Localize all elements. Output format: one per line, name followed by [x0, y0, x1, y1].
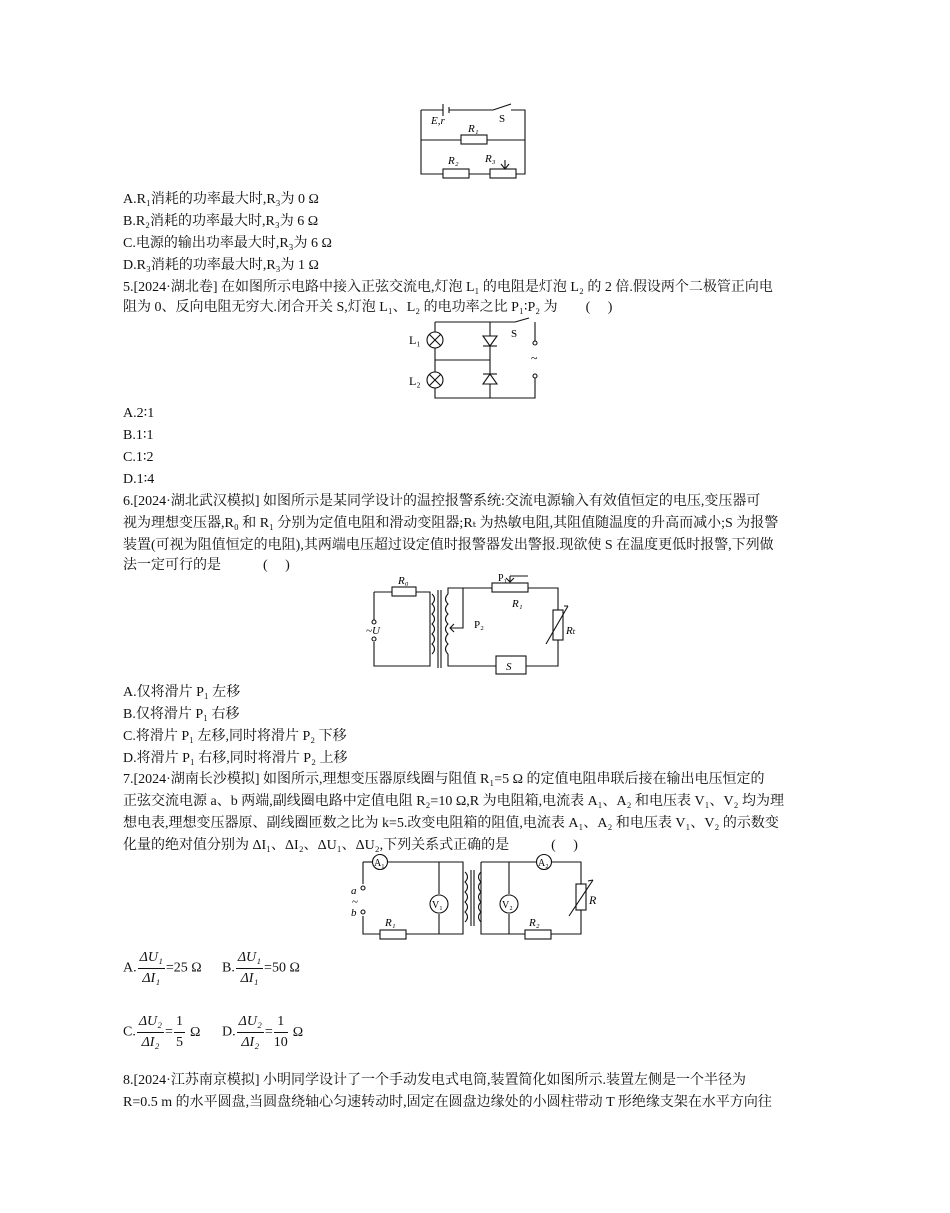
- q5-label-l1: L₁: [409, 333, 421, 347]
- q6-label-p1: P₁: [498, 573, 508, 584]
- q6-stem-line-4: 法一定可行的是 ( ): [123, 558, 290, 573]
- q7-option-a-num: ΔU₁: [138, 948, 165, 969]
- q4-label-switch: S: [499, 113, 506, 125]
- q6-label-r1: R₁: [512, 598, 523, 610]
- q6-option-b: B.仅将滑片 P₁ 右移: [123, 707, 240, 722]
- q7-option-a-den: ΔI₁: [142, 971, 161, 986]
- q7-option-a: [123, 948, 202, 989]
- q6-stem-line-2: 视为理想变压器,R₀ 和 R₁ 分别为定值电阻和滑动变阻器;Rₜ 为热敏电阻,其阻值随温度的升高而减小;S 为报警: [123, 516, 779, 531]
- q5-option-c: C.1∶2: [123, 450, 154, 465]
- q6-stem-line-1: 6.[2024·湖北武汉模拟] 如图所示是某同学设计的温控报警系统:交流电源输入有效值恒定的电压,变压器可: [123, 494, 761, 509]
- q7-circuit-figure: [345, 854, 610, 940]
- q7-label-ac: ~: [352, 896, 358, 908]
- q7-option-b-num: ΔU₁: [236, 948, 263, 969]
- q7-option-c: [123, 1012, 200, 1053]
- q7-label-v2: V₂: [502, 900, 513, 911]
- q4-circuit-figure: [415, 100, 535, 180]
- q5-option-d: D.1∶4: [123, 472, 155, 487]
- q6-label-rt: Rₜ: [566, 625, 576, 637]
- q7-label-a2: A₂: [538, 858, 549, 869]
- q7-option-c-num: ΔU₂: [137, 1012, 164, 1033]
- q4-option-b: B.R₂消耗的功率最大时,R₃为 6 Ω: [123, 214, 319, 229]
- q5-label-l2: L₂: [409, 374, 421, 388]
- q4-option-c: C.电源的输出功率最大时,R₃为 6 Ω: [123, 236, 332, 251]
- q7-stem-line-1: 7.[2024·湖南长沙模拟] 如图所示,理想变压器原线圈与阻值 R₁=5 Ω 的定值电阻串联后接在输出电压恒定的: [123, 772, 765, 787]
- q5-circuit-figure: [405, 318, 555, 402]
- q5-stem-line-1: 5.[2024·湖北卷] 在如图所示电路中接入正弦交流电,灯泡 L₁ 的电阻是灯泡 L₂ 的 2 倍.假设两个二极管正向电: [123, 280, 773, 295]
- q8-stem-line-2: R=0.5 m 的水平圆盘,当圆盘绕轴心匀速转动时,固定在圆盘边缘处的小圆柱带动 T 形绝缘支架在水平方向往: [123, 1095, 772, 1110]
- q7-option-b-value: =50 Ω: [264, 960, 300, 976]
- q5-option-b: B.1∶1: [123, 428, 154, 443]
- q7-option-d-unit: Ω: [292, 1024, 304, 1040]
- q4-option-d: D.R₃消耗的功率最大时,R₃为 1 Ω: [123, 258, 319, 273]
- q6-option-a: A.仅将滑片 P₁ 左移: [123, 685, 241, 700]
- q7-option-a-value: =25 Ω: [165, 960, 202, 976]
- q7-option-b-prefix: B.: [222, 960, 235, 976]
- q6-option-d: D.将滑片 P₁ 右移,同时将滑片 P₂ 上移: [123, 751, 348, 766]
- q7-option-d-vden: 10: [273, 1035, 288, 1050]
- q6-option-c: C.将滑片 P₁ 左移,同时将滑片 P₂ 下移: [123, 729, 347, 744]
- q7-stem-line-4: 化量的绝对值分别为 ΔI₁、ΔI₂、ΔU₁、ΔU₂,下列关系式正确的是 ( ): [123, 838, 578, 853]
- q4-label-r1: R₁: [468, 123, 479, 135]
- q7-label-a1: A₁: [374, 858, 385, 869]
- q7-option-d-vnum: 1: [274, 1012, 288, 1033]
- q7-option-b: [222, 948, 300, 989]
- q6-label-r0: R₀: [398, 575, 409, 587]
- q7-option-d-eq: =: [264, 1024, 273, 1040]
- q6-circuit-figure: [366, 573, 588, 678]
- q6-label-u: ~U: [366, 625, 380, 637]
- q7-option-a-prefix: A.: [123, 960, 137, 976]
- q7-option-c-eq: =: [165, 1024, 173, 1040]
- q5-label-ac: ~: [531, 351, 538, 365]
- q6-stem-line-3: 装置(可视为阻值恒定的电阻),其两端电压超过设定值时报警器发出警报.现欲使 S 在温度更低时报警,下列做: [123, 538, 774, 553]
- q7-option-d-num: ΔU₂: [237, 1012, 264, 1033]
- q7-label-r2: R₂: [529, 917, 540, 929]
- q7-label-b: b: [351, 907, 357, 919]
- q4-label-r3: R₃: [485, 153, 496, 165]
- q7-option-b-den: ΔI₁: [240, 971, 259, 986]
- q4-label-r2: R₂: [448, 155, 459, 167]
- q7-stem-line-3: 想电表,理想变压器原、副线圈匝数之比为 k=5.改变电阻箱的阻值,电流表 A₁、A₂ 和电压表 V₁、V₂ 的示数变: [123, 816, 779, 831]
- q4-option-a: A.R₁消耗的功率最大时,R₃为 0 Ω: [123, 192, 319, 207]
- q8-stem-line-1: 8.[2024·江苏南京模拟] 小明同学设计了一个手动发电式电筒,装置简化如图所示.装置左侧是一个半径为: [123, 1073, 746, 1088]
- q7-option-c-vnum: 1: [174, 1012, 185, 1033]
- q7-label-v1: V₁: [432, 900, 443, 911]
- q7-option-d-den: ΔI₂: [241, 1035, 260, 1050]
- q7-option-c-vden: 5: [175, 1035, 183, 1050]
- q5-option-a: A.2∶1: [123, 406, 155, 421]
- q7-option-d-prefix: D.: [222, 1024, 236, 1040]
- q6-label-p2: P₂: [474, 619, 484, 631]
- q4-label-source: E,r: [431, 115, 445, 127]
- q5-stem-line-2: 阻为 0、反向电阻无穷大.闭合开关 S,灯泡 L₁、L₂ 的电功率之比 P₁∶P₂ 为 ( ): [123, 300, 613, 315]
- q7-option-c-prefix: C.: [123, 1024, 136, 1040]
- q6-label-s: S: [506, 661, 512, 673]
- q7-label-a: a: [351, 885, 357, 897]
- q7-stem-line-2: 正弦交流电源 a、b 两端,副线圈电路中定值电阻 R₂=10 Ω,R 为电阻箱,电流表 A₁、A₂ 和电压表 V₁、V₂ 均为理: [123, 794, 785, 809]
- q7-label-r1: R₁: [385, 917, 396, 929]
- q7-option-c-den: ΔI₂: [141, 1035, 160, 1050]
- q5-label-switch: S: [511, 328, 518, 340]
- q7-option-c-unit: Ω: [189, 1024, 201, 1040]
- q7-option-d: [222, 1012, 303, 1053]
- q7-label-r: R: [589, 893, 597, 907]
